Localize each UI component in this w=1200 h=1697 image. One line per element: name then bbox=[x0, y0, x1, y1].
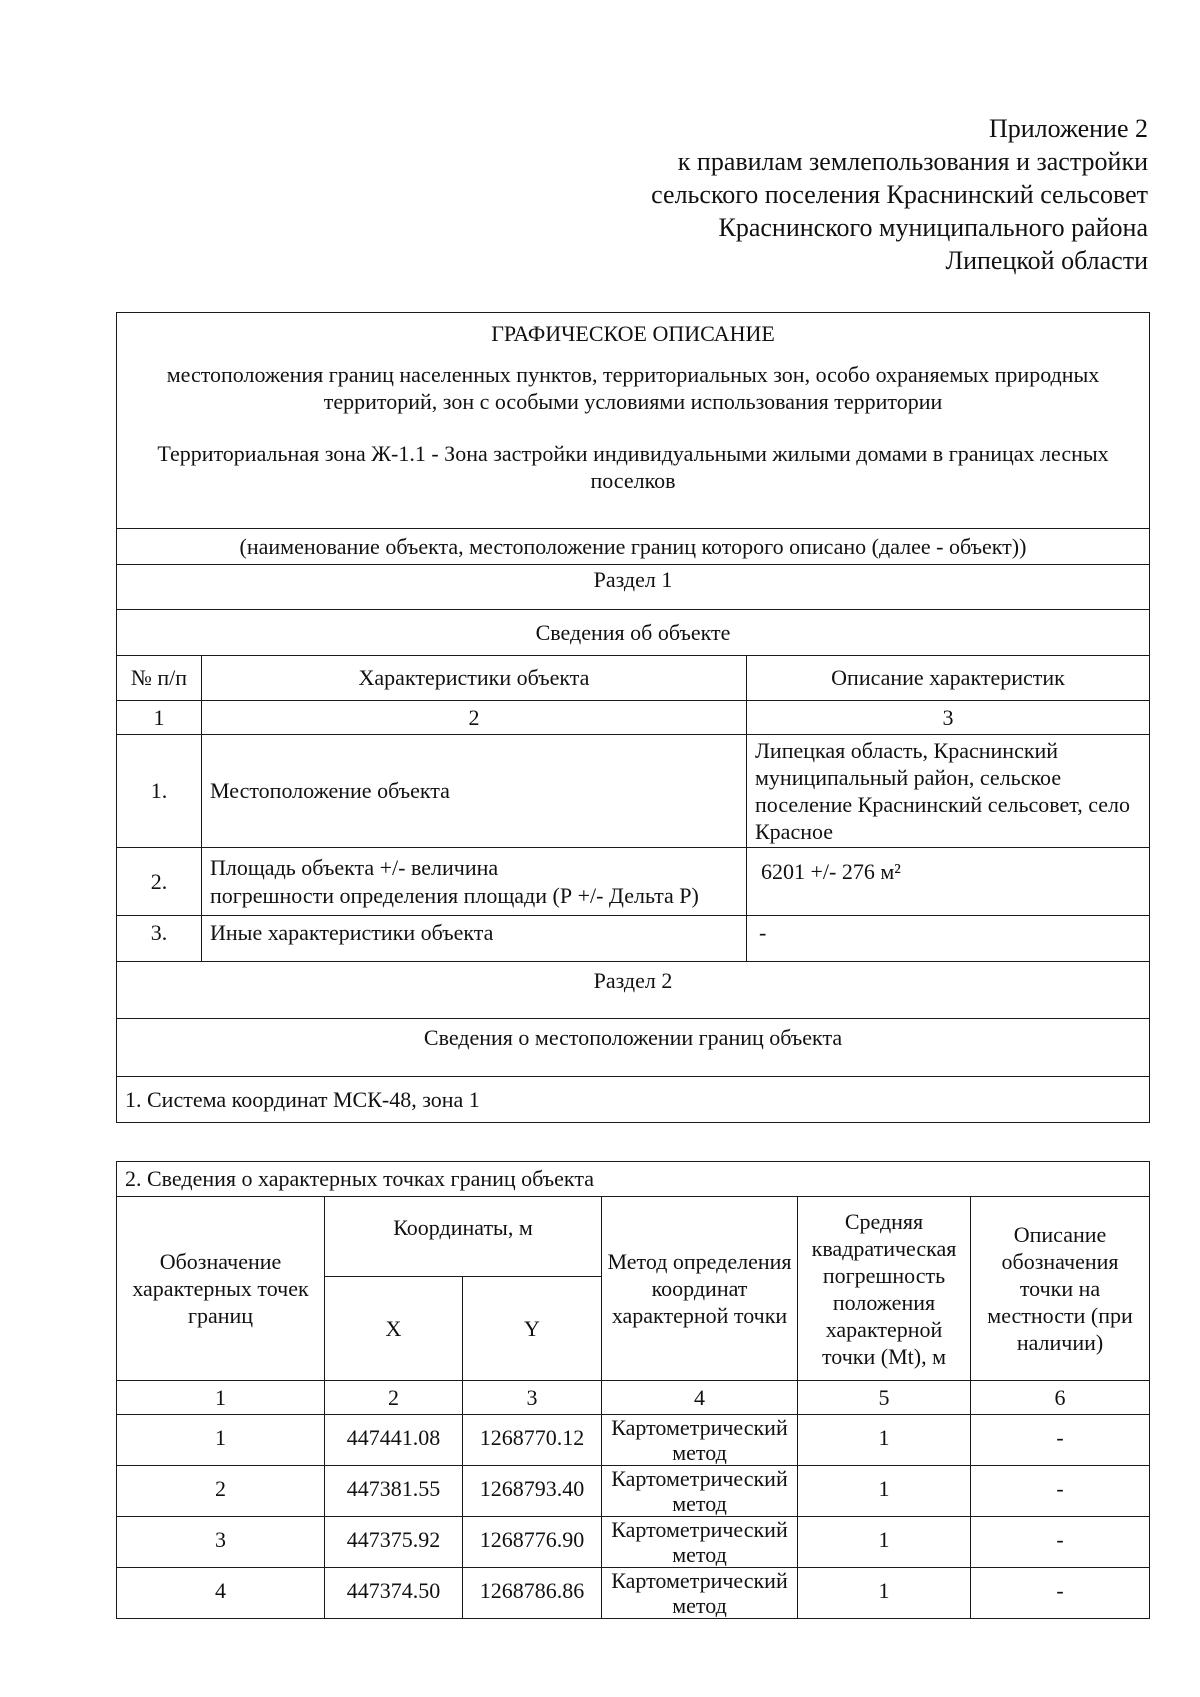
point-x: 447381.55 bbox=[325, 1466, 463, 1517]
col-number-3: 3 bbox=[747, 701, 1150, 735]
header-point-description: Описание обозначения точки на местности (при наличии) bbox=[971, 1197, 1150, 1381]
header-description: Описание характеристик bbox=[747, 656, 1150, 701]
header-characteristic: Характеристики объекта bbox=[202, 656, 747, 701]
col-number-6: 6 bbox=[971, 1381, 1150, 1415]
point-description: - bbox=[971, 1517, 1150, 1568]
row-number: 3. bbox=[117, 916, 202, 962]
table-row bbox=[117, 916, 1150, 962]
point-y: 1268786.86 bbox=[463, 1568, 602, 1619]
point-id: 3 bbox=[117, 1517, 325, 1568]
col-number-2: 2 bbox=[325, 1381, 463, 1415]
col-number-1: 1 bbox=[117, 701, 202, 735]
header-error: Средняя квадратическая погрешность положения характерной точки (Mt), м bbox=[798, 1197, 971, 1381]
table-row bbox=[117, 735, 1150, 848]
points-title: 2. Сведения о характерных точках границ объекта bbox=[117, 1162, 1150, 1197]
header-line: к правилам землепользования и застройки bbox=[677, 147, 1148, 176]
point-id: 1 bbox=[117, 1415, 325, 1466]
point-method bbox=[602, 1415, 798, 1466]
point-method-text: Картометрический метод bbox=[611, 1568, 788, 1617]
boundary-points-table bbox=[116, 1161, 1150, 1619]
document-title-block bbox=[117, 313, 1150, 529]
characteristic-name-line: погрешности определения площади (Р +/- Дельта Р) bbox=[210, 882, 699, 908]
appendix-header bbox=[651, 112, 1148, 277]
characteristic-name-line: Площадь объекта +/- величина bbox=[210, 854, 499, 880]
point-id: 4 bbox=[117, 1568, 325, 1619]
header-designation: Обозначение характерных точек границ bbox=[117, 1197, 325, 1381]
table-row bbox=[117, 1466, 1150, 1517]
col-number-5: 5 bbox=[798, 1381, 971, 1415]
point-id: 2 bbox=[117, 1466, 325, 1517]
object-caption: (наименование объекта, местоположение границ которого описано (далее - объект)) bbox=[117, 529, 1150, 565]
row-number: 1. bbox=[117, 735, 202, 848]
point-method-text: Картометрический метод bbox=[611, 1517, 788, 1566]
point-mt: 1 bbox=[798, 1466, 971, 1517]
characteristic-value: 6201 +/- 276 м² bbox=[747, 848, 1150, 916]
table-row bbox=[117, 1415, 1150, 1466]
point-y: 1268776.90 bbox=[463, 1517, 602, 1568]
characteristic-name bbox=[202, 848, 747, 916]
col-number-1: 1 bbox=[117, 1381, 325, 1415]
header-method: Метод определения координат характерной точки bbox=[602, 1197, 798, 1381]
header-coordinates: Координаты, м bbox=[325, 1197, 602, 1277]
table-row bbox=[117, 848, 1150, 916]
section1-subtitle: Сведения об объекте bbox=[117, 610, 1150, 656]
object-name: Территориальная зона Ж-1.1 - Зона застройки индивидуальными жилыми домами в границах лесных поселков bbox=[157, 441, 1109, 493]
header-line: Краснинского муниципального района bbox=[718, 213, 1148, 242]
table-row bbox=[117, 1568, 1150, 1619]
header-x: X bbox=[325, 1277, 463, 1381]
characteristic-name: Местоположение объекта bbox=[202, 735, 747, 848]
header-line: сельского поселения Краснинский сельсовет bbox=[651, 180, 1148, 209]
point-mt: 1 bbox=[798, 1517, 971, 1568]
row-number: 2. bbox=[117, 848, 202, 916]
point-method bbox=[602, 1568, 798, 1619]
point-method-text: Картометрический метод bbox=[611, 1466, 788, 1515]
characteristic-value: - bbox=[747, 916, 1150, 962]
point-x: 447374.50 bbox=[325, 1568, 463, 1619]
point-description: - bbox=[971, 1568, 1150, 1619]
document-title: ГРАФИЧЕСКОЕ ОПИСАНИЕ bbox=[491, 321, 775, 346]
point-method bbox=[602, 1466, 798, 1517]
header-number: № п/п bbox=[117, 656, 202, 701]
point-x: 447375.92 bbox=[325, 1517, 463, 1568]
point-mt: 1 bbox=[798, 1415, 971, 1466]
point-mt: 1 bbox=[798, 1568, 971, 1619]
point-x: 447441.08 bbox=[325, 1415, 463, 1466]
coordinate-system: 1. Система координат МСК-48, зона 1 bbox=[117, 1077, 1150, 1123]
section2-title: Раздел 2 bbox=[117, 962, 1150, 1019]
point-method bbox=[602, 1517, 798, 1568]
header-y: Y bbox=[463, 1277, 602, 1381]
col-number-2: 2 bbox=[202, 701, 747, 735]
col-number-4: 4 bbox=[602, 1381, 798, 1415]
header-line: Липецкой области bbox=[945, 246, 1148, 275]
section2-subtitle: Сведения о местоположении границ объекта bbox=[117, 1019, 1150, 1077]
table-row bbox=[117, 1517, 1150, 1568]
header-line: Приложение 2 bbox=[988, 114, 1148, 143]
point-description: - bbox=[971, 1415, 1150, 1466]
point-y: 1268793.40 bbox=[463, 1466, 602, 1517]
point-description: - bbox=[971, 1466, 1150, 1517]
document-subtitle: местоположения границ населенных пунктов, территориальных зон, особо охраняемых природных территорий, зон с особыми условиями использования территории bbox=[166, 362, 1100, 414]
object-info-table bbox=[116, 312, 1150, 1123]
point-y: 1268770.12 bbox=[463, 1415, 602, 1466]
characteristic-name: Иные характеристики объекта bbox=[202, 916, 747, 962]
col-number-3: 3 bbox=[463, 1381, 602, 1415]
characteristic-value: Липецкая область, Краснинский муниципальный район, сельское поселение Краснинский сельсовет, село Красное bbox=[747, 735, 1150, 848]
section1-title: Раздел 1 bbox=[117, 565, 1150, 610]
point-method-text: Картометрический метод bbox=[611, 1415, 788, 1464]
